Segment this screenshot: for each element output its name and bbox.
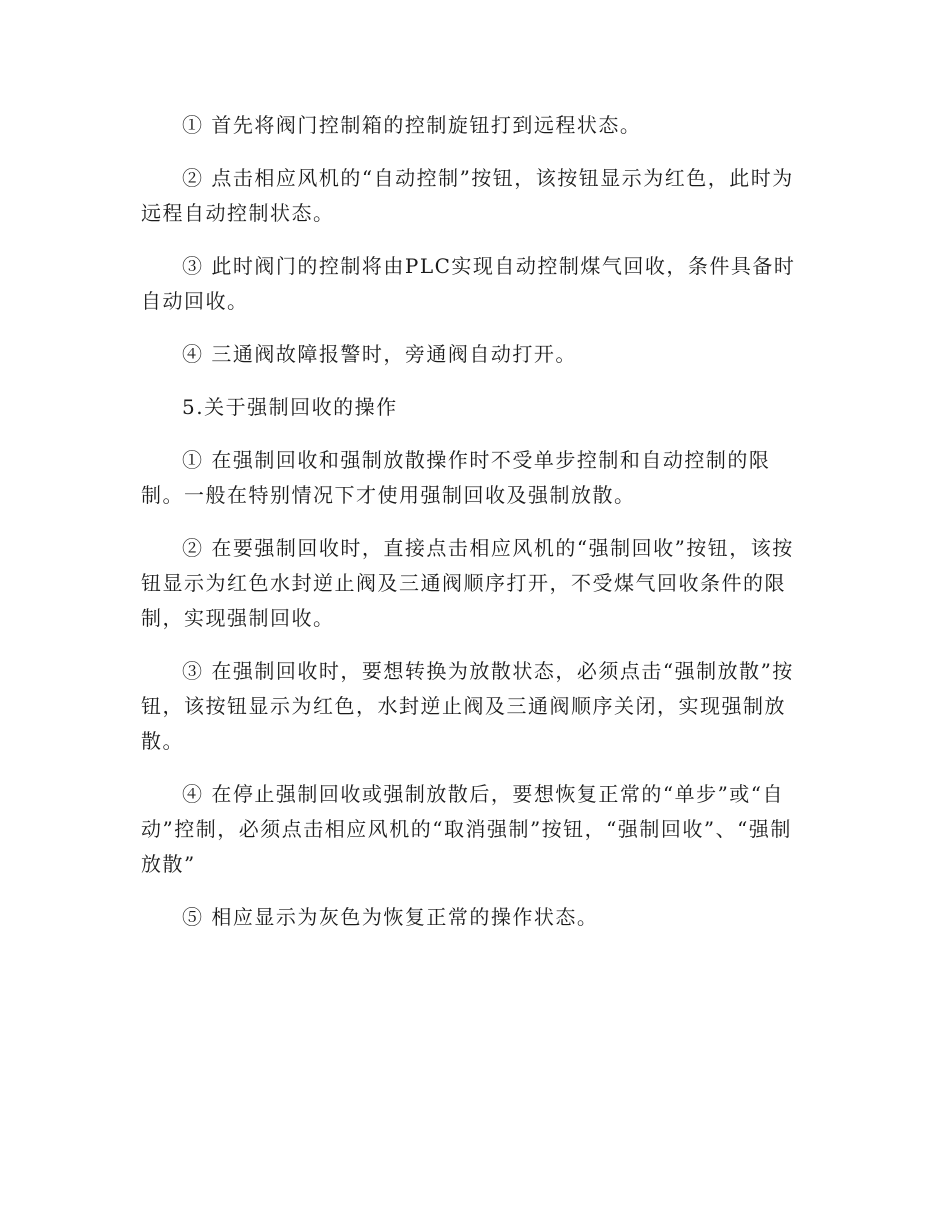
paragraph-step-3: ③ 此时阀门的控制将由PLC实现自动控制煤气回收，条件具备时自动回收。 [141,254,796,313]
paragraph-forced-4: ④ 在停止强制回收或强制放散后，要想恢复正常的“单步”或“自动”控制，必须点击相应风机的“取消强制”按钮，“强制回收”、“强制放散” [141,782,792,876]
paragraph-step-1: ① 首先将阀门控制箱的控制旋钮打到远程状态。 [182,113,642,137]
paragraph-step-4: ④ 三通阀故障报警时，旁通阀自动打开。 [182,342,577,366]
section-heading: 5.关于强制回收的操作 [182,395,398,419]
paragraph-forced-1: ① 在强制回收和强制放散操作时不受单步控制和自动控制的限制。一般在特别情况下才使用强制回收及强制放散。 [141,448,771,507]
document-body [141,108,797,953]
paragraph-step-2: ② 点击相应风机的“自动控制”按钮，该按钮显示为红色，此时为远程自动控制状态。 [141,166,794,225]
paragraph-forced-2: ② 在要强制回收时，直接点击相应风机的“强制回收”按钮，该按钮显示为红色水封逆止阀及三通阀顺序打开，不受煤气回收条件的限制，实现强制回收。 [141,536,794,630]
paragraph-forced-3: ③ 在强制回收时，要想转换为放散状态，必须点击“强制放散”按钮，该按钮显示为红色，水封逆止阀及三通阀顺序关闭，实现强制放散。 [141,659,794,753]
paragraph-forced-5: ⑤ 相应显示为灰色为恢复正常的操作状态。 [182,905,599,929]
